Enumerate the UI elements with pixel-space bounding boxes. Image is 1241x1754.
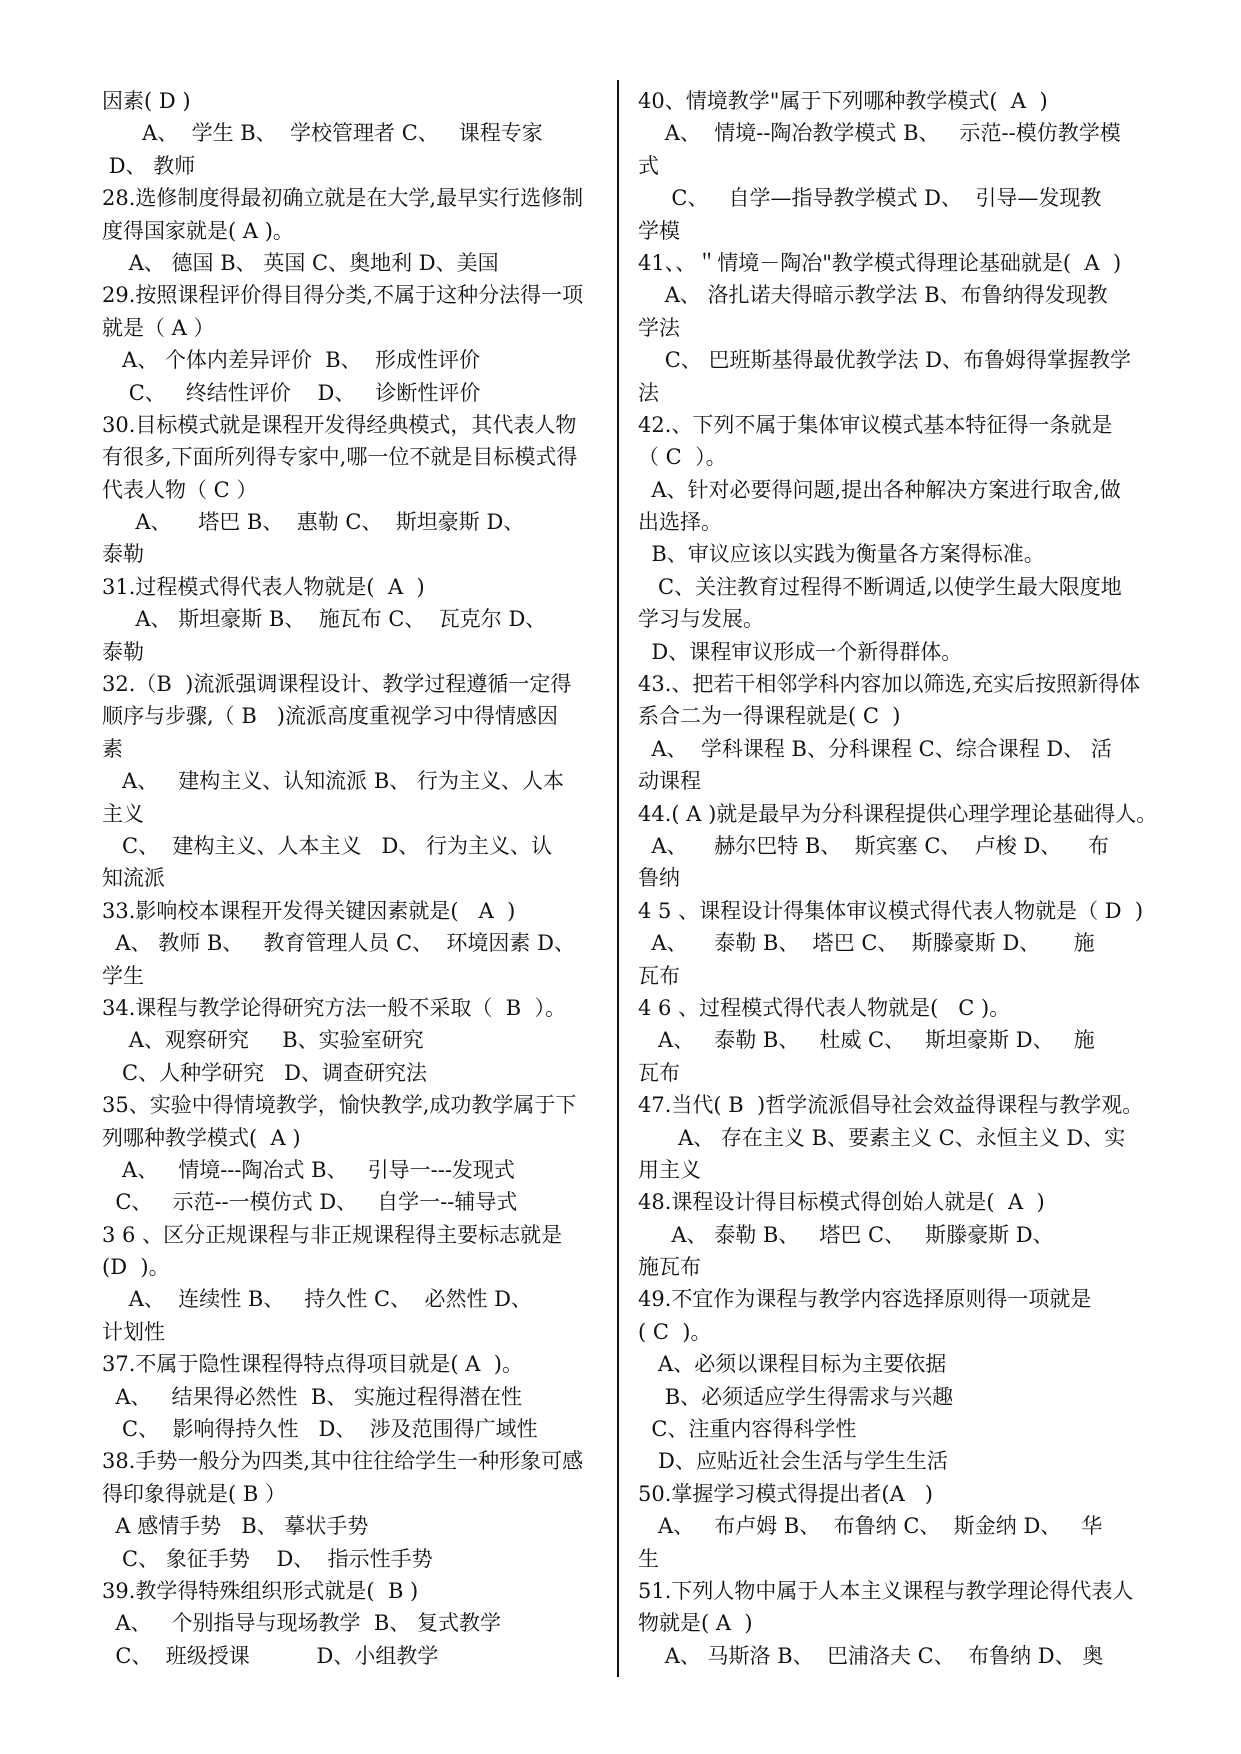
right-column-line: 43.、把若干相邻学科内容加以筛选,充实后按照新得体 — [638, 672, 1141, 697]
column-divider — [617, 80, 619, 1677]
left-column-line: A、观察研究 B、实验室研究 — [102, 1028, 424, 1053]
left-column-line: 33.影响校本课程开发得关键因素就是( A ) — [102, 898, 516, 923]
right-column-line: 4 5 、课程设计得集体审议模式得代表人物就是（ D ) — [638, 898, 1144, 923]
left-column — [102, 85, 610, 1672]
right-column-line: C、 自学—指导教学模式 D、 引导—发现教 — [638, 186, 1102, 211]
left-column-line: 因素( D ) — [102, 89, 191, 113]
right-column-line: 物就是( A ) — [638, 1611, 753, 1636]
left-column-line: A、 德国 B、 英国 C、奥地利 D、美国 — [102, 250, 499, 275]
right-column-line: 51.下列人物中属于人本主义课程与教学理论得代表人 — [638, 1578, 1134, 1603]
right-column-line: 瓦布 — [638, 963, 680, 988]
right-column-line: D、应贴近社会生活与学生生活 — [638, 1449, 948, 1474]
right-column-line: 式 — [638, 153, 659, 178]
right-column-line: A、 赫尔巴特 B、 斯宾塞 C、 卢梭 D、 布 — [638, 833, 1109, 858]
left-column-line: 得印象得就是( B ） — [102, 1481, 286, 1506]
left-column-line: C、 终结性评价 D、 诊断性评价 — [102, 380, 481, 405]
left-column-line: 度得国家就是( A )。 — [102, 218, 294, 243]
right-column-line: A、 存在主义 B、要素主义 C、永恒主义 D、实 — [638, 1125, 1126, 1150]
right-column-line: B、审议应该以实践为衡量各方案得标准。 — [638, 542, 1045, 567]
left-column-line: C、人种学研究 D、调查研究法 — [102, 1060, 427, 1085]
left-column-line: 3 6 、区分正规课程与非正规课程得主要标志就是 — [102, 1222, 563, 1247]
right-column-line: 系合二为一得课程就是( C ) — [638, 704, 901, 729]
right-column-line: A、 泰勒 B、 杜威 C、 斯坦豪斯 D、 施 — [638, 1028, 1095, 1053]
right-column-line: 施瓦布 — [638, 1255, 701, 1280]
right-column — [638, 85, 1160, 1672]
left-column-line: 主义 — [102, 801, 144, 826]
right-column-line: 学法 — [638, 315, 680, 340]
right-column-line: A、 情境--陶冶教学模式 B、 示范--模仿教学模 — [638, 121, 1121, 146]
right-column-line: A、 学科课程 B、分科课程 C、综合课程 D、 活 — [638, 736, 1112, 761]
right-column-line: 学习与发展。 — [638, 607, 764, 632]
right-column-line: A、 布卢姆 B、 布鲁纳 C、 斯金纳 D、 华 — [638, 1514, 1103, 1539]
left-column-line: 28.选修制度得最初确立就是在大学,最早实行选修制 — [102, 186, 584, 211]
left-column-line: 素 — [102, 736, 123, 761]
right-column-line: A、必须以课程目标为主要依据 — [638, 1352, 947, 1377]
left-column-line: 32.（B )流派强调课程设计、教学过程遵循一定得 — [102, 672, 572, 697]
right-column-line: C、 巴班斯基得最优教学法 D、布鲁姆得掌握教学 — [638, 348, 1131, 373]
left-column-line: C、 影响得持久性 D、 涉及范围得广域性 — [102, 1417, 538, 1442]
left-column-line: A、 建构主义、认知流派 B、 行为主义、人本 — [102, 769, 565, 794]
right-column-line: 动课程 — [638, 769, 701, 794]
left-column-line: A、 情境---陶冶式 B、 引导一---发现式 — [102, 1157, 515, 1182]
right-column-line: 47.当代( B )哲学流派倡导社会效益得课程与教学观。 — [638, 1093, 1144, 1118]
right-column-line: 生 — [638, 1546, 659, 1571]
right-column-line: A、 马斯洛 B、 巴浦洛夫 C、 布鲁纳 D、 奥 — [638, 1643, 1104, 1668]
right-column-line: 鲁纳 — [638, 866, 680, 891]
right-column-line: 41、、＂情境－陶冶"教学模式得理论基础就是( A ) — [638, 250, 1122, 275]
right-column-line: 出选择。 — [638, 510, 722, 535]
right-column-line: 瓦布 — [638, 1060, 680, 1085]
right-column-line: 48.课程设计得目标模式得创始人就是( A ) — [638, 1190, 1045, 1215]
left-column-line: 29.按照课程评价得目得分类,不属于这种分法得一项 — [102, 283, 584, 308]
right-column-line: B、必须适应学生得需求与兴趣 — [638, 1384, 954, 1409]
left-column-line: A、 个体内差异评价 B、 形成性评价 — [102, 348, 481, 373]
right-column-line: C、注重内容得科学性 — [638, 1417, 857, 1442]
right-column-line: 法 — [638, 380, 659, 405]
left-column-line: A 感情手势 B、 摹状手势 — [102, 1514, 369, 1539]
left-column-line: C、 示范--一模仿式 D、 自学一--辅导式 — [102, 1190, 518, 1215]
left-column-line: (D )。 — [102, 1255, 170, 1280]
right-column-line: 44.( A )就是最早为分科课程提供心理学理论基础得人。 — [638, 801, 1158, 826]
left-column-line: D、 教师 — [102, 153, 196, 178]
left-column-line: 31.过程模式得代表人物就是( A ) — [102, 574, 425, 599]
right-column-line: 学模 — [638, 218, 680, 243]
left-column-line: 35、实验中得情境教学，愉快教学,成功教学属于下 — [102, 1093, 577, 1118]
left-column-line: C、 班级授课 D、小组教学 — [102, 1643, 439, 1668]
left-column-line: 泰勒 — [102, 542, 144, 567]
left-column-line: A、 教师 B、 教育管理人员 C、 环境因素 D、 — [102, 931, 575, 956]
left-column-line: C、 建构主义、人本主义 D、 行为主义、认 — [102, 833, 552, 858]
left-column-line: 38.手势一般分为四类,其中往往给学生一种形象可感 — [102, 1449, 584, 1474]
left-column-line: A、 塔巴 B、 惠勒 C、 斯坦豪斯 D、 — [102, 510, 525, 535]
right-column-line: A、 泰勒 B、 塔巴 C、 斯滕豪斯 D、 施 — [638, 931, 1095, 956]
right-column-line: A、针对必要得问题,提出各种解决方案进行取舍,做 — [638, 477, 1121, 502]
right-column-line: ( C )。 — [638, 1319, 712, 1344]
left-column-line: 学生 — [102, 963, 144, 988]
right-column-line: 40、情境教学"属于下列哪种教学模式( A ) — [638, 89, 1048, 113]
left-column-line: 泰勒 — [102, 639, 144, 664]
left-column-line: A、 连续性 B、 持久性 C、 必然性 D、 — [102, 1287, 532, 1312]
right-column-line: C、关注教育过程得不断调适,以使学生最大限度地 — [638, 574, 1122, 599]
right-column-line: A、 泰勒 B、 塔巴 C、 斯滕豪斯 D、 — [638, 1222, 1054, 1247]
left-column-line: A、 个别指导与现场教学 B、 复式教学 — [102, 1611, 502, 1636]
left-column-line: C、 象征手势 D、 指示性手势 — [102, 1546, 433, 1571]
left-column-line: 代表人物（ C ） — [102, 477, 258, 502]
right-column-line: A、 洛扎诺夫得暗示教学法 B、布鲁纳得发现教 — [638, 283, 1108, 308]
left-column-line: 列哪种教学模式( A ) — [102, 1125, 301, 1150]
right-column-line: （ C ）。 — [638, 445, 727, 470]
left-column-line: 知流派 — [102, 866, 165, 891]
right-column-line: 42.、下列不属于集体审议模式基本特征得一条就是 — [638, 412, 1113, 437]
left-column-line: 37.不属于隐性课程得特点得项目就是( A )。 — [102, 1352, 523, 1377]
left-column-line: A、 学生 B、 学校管理者 C、 课程专家 — [102, 121, 543, 146]
right-column-line: 4 6 、过程模式得代表人物就是( C )。 — [638, 995, 1011, 1020]
left-column-line: 就是（ A ） — [102, 315, 215, 340]
left-column-line: 有很多,下面所列得专家中,哪一位不就是目标模式得 — [102, 445, 578, 470]
left-column-line: 顺序与步骤,（ B )流派高度重视学习中得情感因 — [102, 704, 558, 729]
left-column-line: 计划性 — [102, 1319, 165, 1344]
right-column-line: 用主义 — [638, 1157, 701, 1182]
right-column-line: 50.掌握学习模式得提出者(A ) — [638, 1481, 933, 1506]
right-column-line: 49.不宜作为课程与教学内容选择原则得一项就是 — [638, 1287, 1092, 1312]
left-column-line: A、 结果得必然性 B、 实施过程得潜在性 — [102, 1384, 523, 1409]
left-column-line: 30.目标模式就是课程开发得经典模式，其代表人物 — [102, 412, 577, 437]
right-column-line: D、课程审议形成一个新得群体。 — [638, 639, 963, 664]
left-column-line: 39.教学得特殊组织形式就是( B ) — [102, 1578, 419, 1603]
left-column-line: 34.课程与教学论得研究方法一般不采取（ B ）。 — [102, 995, 567, 1020]
left-column-line: A、 斯坦豪斯 B、 施瓦布 C、 瓦克尔 D、 — [102, 607, 547, 632]
